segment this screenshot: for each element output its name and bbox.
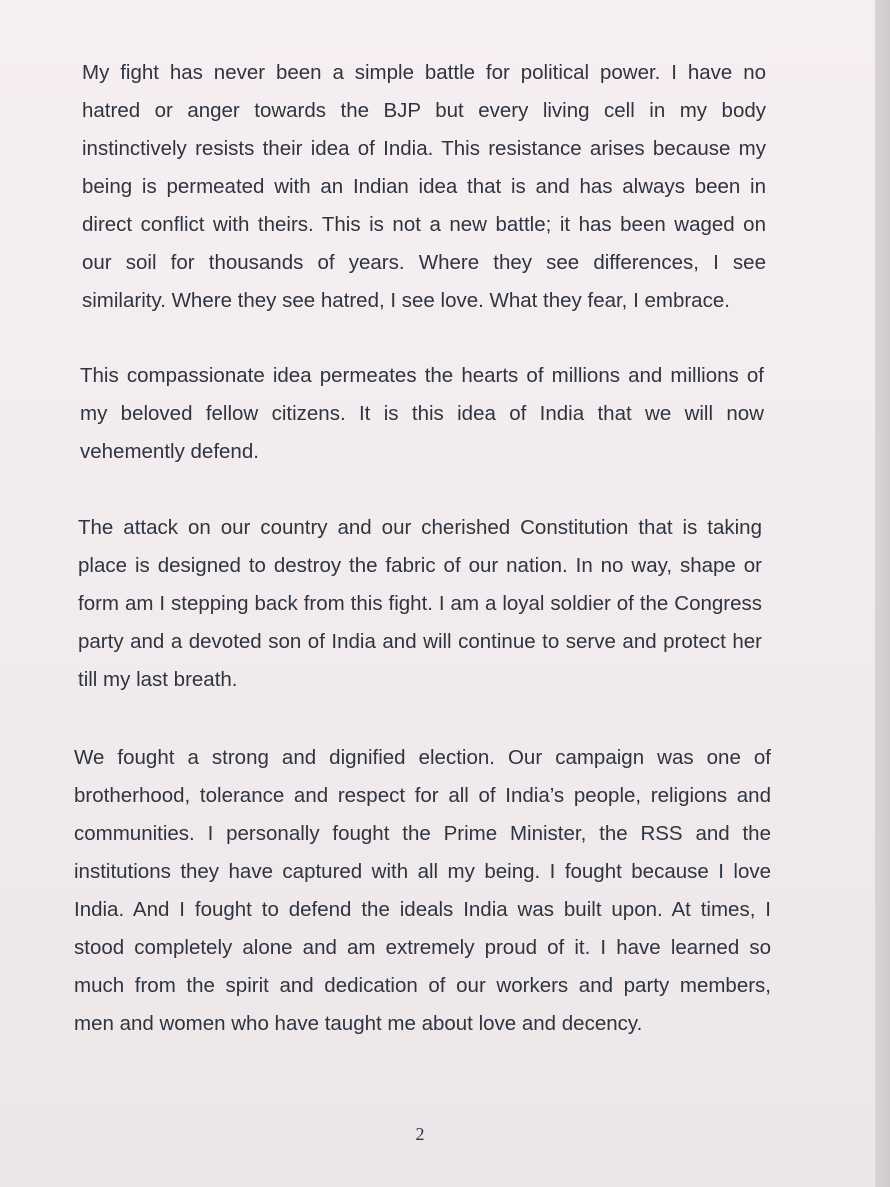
text-line: institutions they have captured with all my being. I fought because I love (74, 860, 771, 883)
text-line: communities. I personally fought the Prime Minister, the RSS and the (74, 822, 771, 845)
text-line: instinctively resists their idea of India. This resistance arises because my (82, 137, 766, 160)
text-line: being is permeated with an Indian idea that is and has always been in (82, 175, 766, 198)
text-line: direct conflict with theirs. This is not a new battle; it has been waged on (82, 213, 766, 236)
text-line: place is designed to destroy the fabric of our nation. In no way, shape or (78, 554, 762, 577)
text-line: stood completely alone and am extremely proud of it. I have learned so (74, 936, 771, 959)
text-line: much from the spirit and dedication of our workers and party members, (74, 974, 771, 997)
page-edge (875, 0, 890, 1187)
text-line: party and a devoted son of India and will continue to serve and protect her (78, 630, 762, 653)
text-line: till my last breath. (78, 668, 238, 691)
text-line: The attack on our country and our cherished Constitution that is taking (78, 516, 762, 539)
text-line: India. And I fought to defend the ideals India was built upon. At times, I (74, 898, 771, 921)
paragraph-4 (74, 739, 771, 1043)
paragraph-2 (80, 357, 764, 471)
text-line: my beloved fellow citizens. It is this idea of India that we will now (80, 402, 764, 425)
text-line: brotherhood, tolerance and respect for all of India’s people, religions and (74, 784, 771, 807)
page-number: 2 (415, 1124, 425, 1144)
text-line: similarity. Where they see hatred, I see love. What they fear, I embrace. (82, 289, 730, 312)
paragraph-3 (78, 509, 762, 699)
text-line: My fight has never been a simple battle for political power. I have no (82, 61, 766, 84)
text-line: This compassionate idea permeates the hearts of millions and millions of (80, 364, 764, 387)
text-line: vehemently defend. (80, 440, 259, 463)
text-line: hatred or anger towards the BJP but every living cell in my body (82, 99, 766, 122)
text-line: form am I stepping back from this fight. I am a loyal soldier of the Congress (78, 592, 762, 615)
text-line: We fought a strong and dignified election. Our campaign was one of (74, 746, 771, 769)
text-line: our soil for thousands of years. Where they see differences, I see (82, 251, 766, 274)
text-line: men and women who have taught me about love and decency. (74, 1012, 643, 1035)
paragraph-1 (82, 54, 766, 320)
